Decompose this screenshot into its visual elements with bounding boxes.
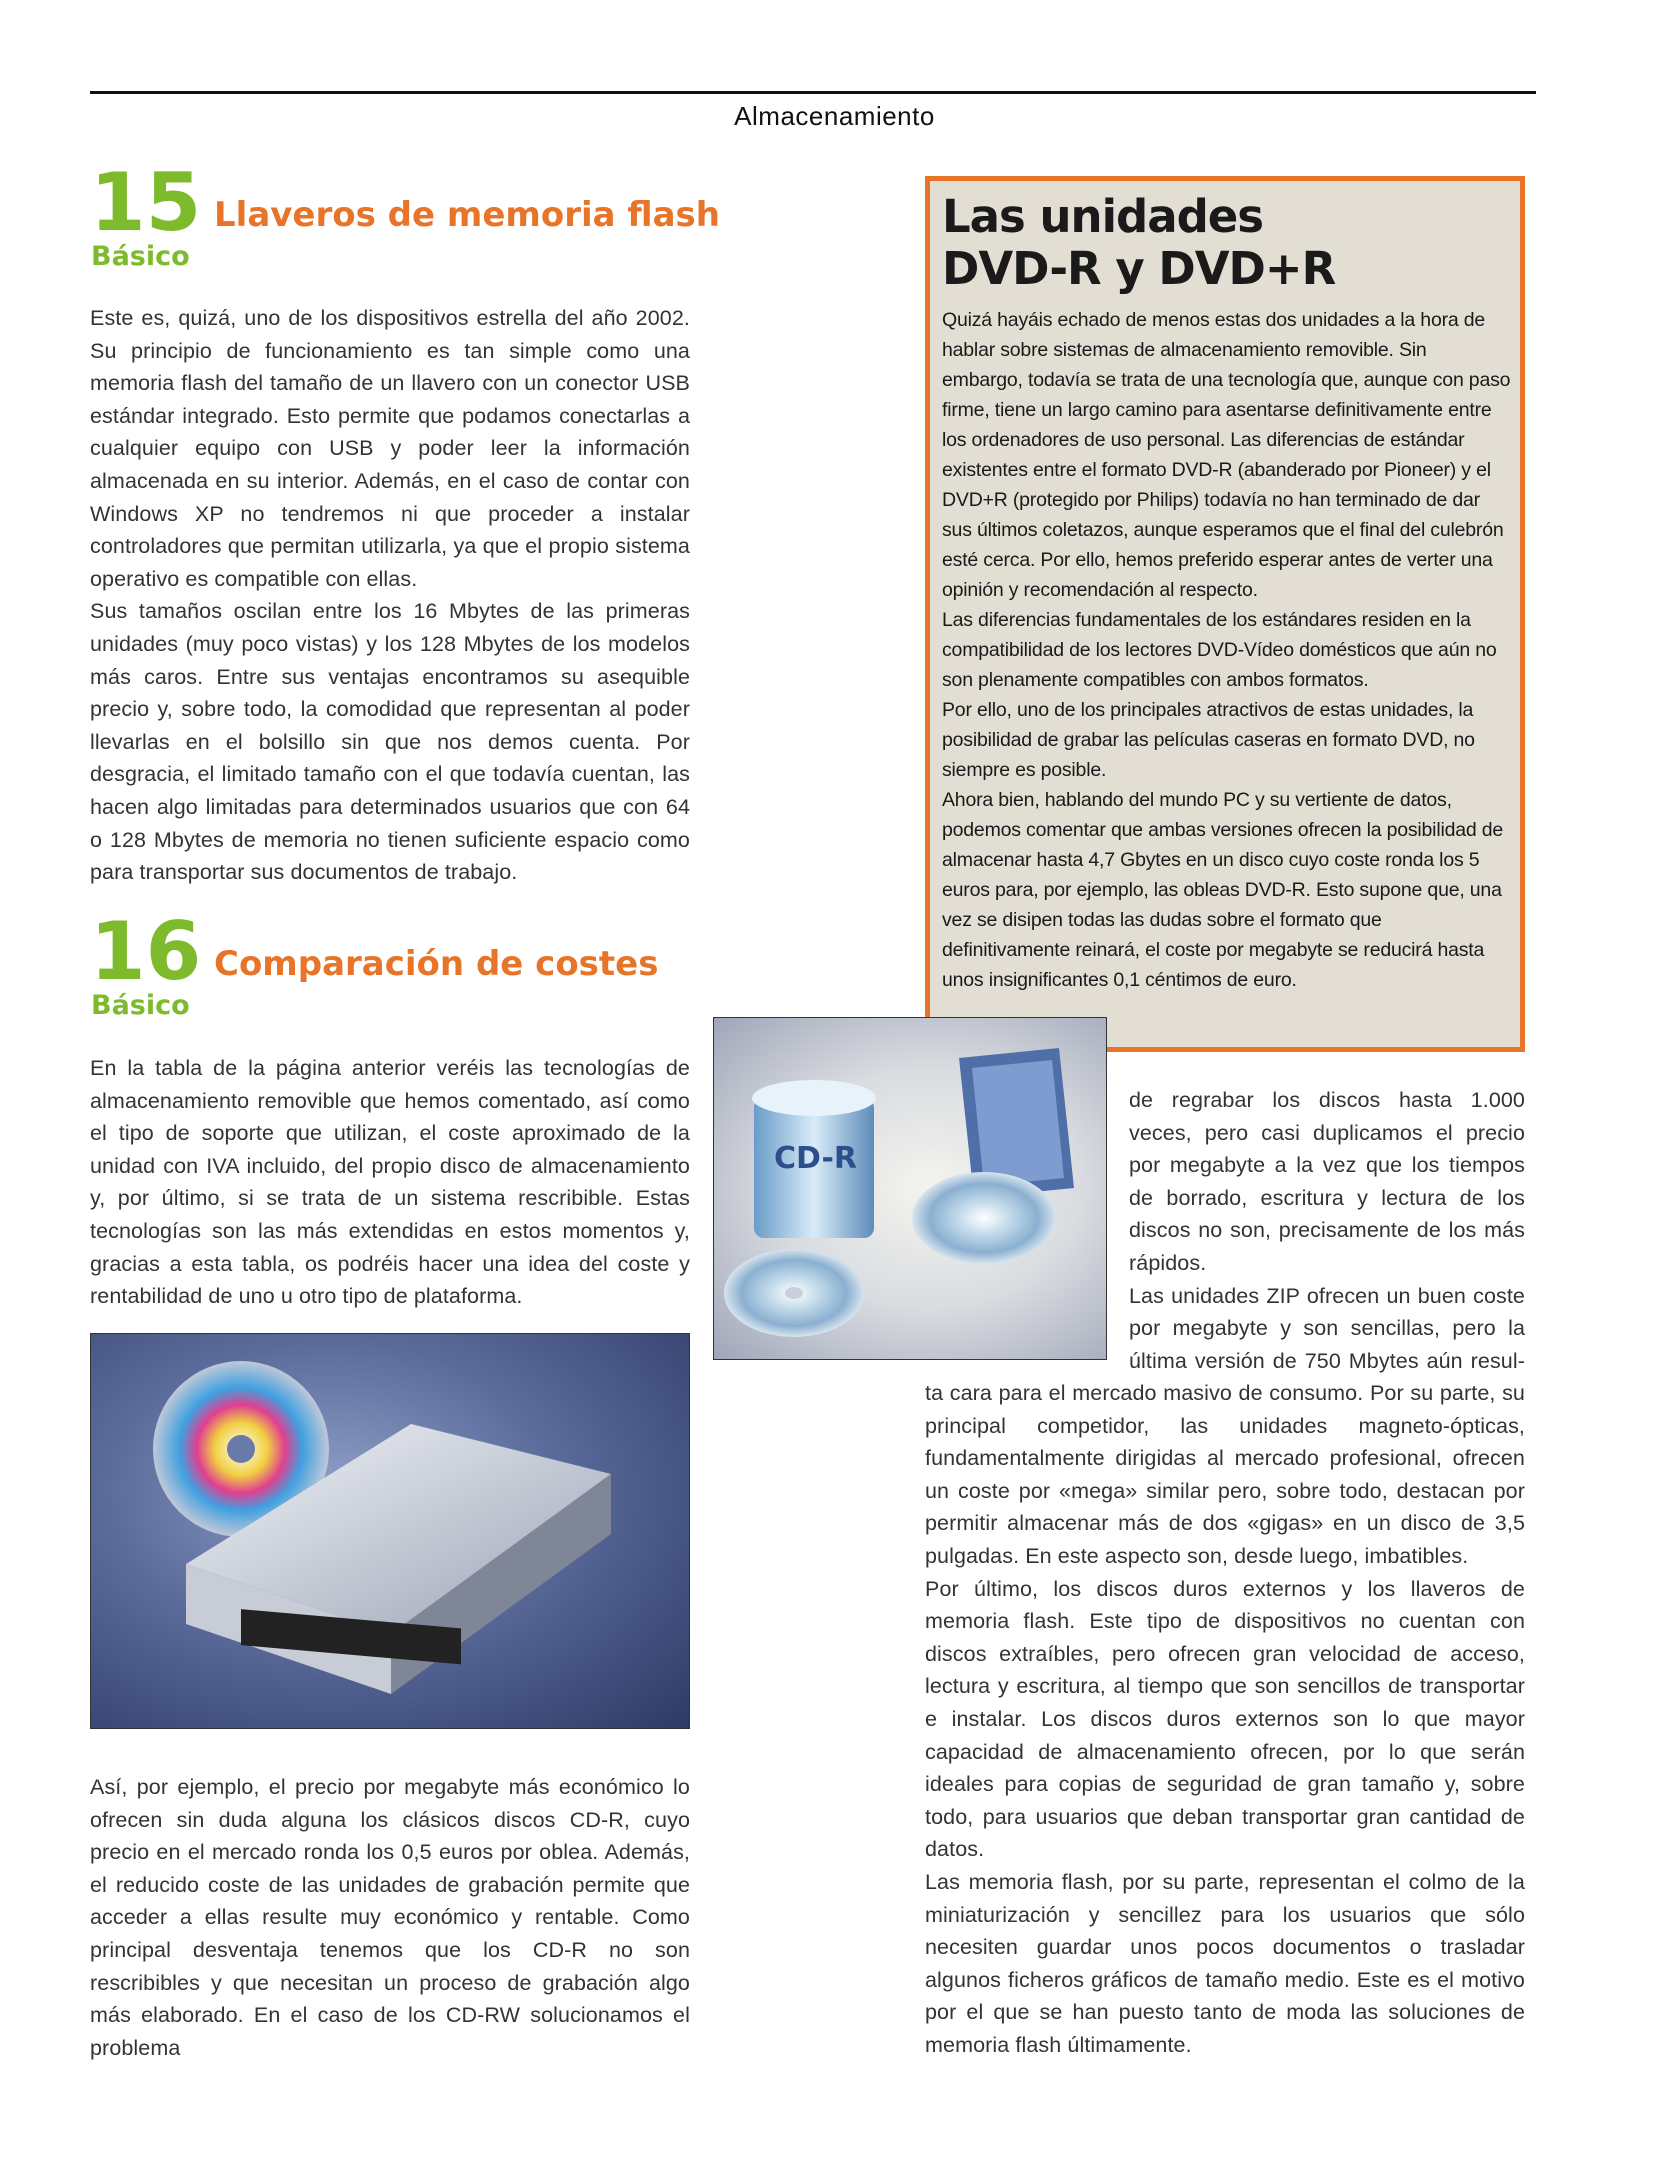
dvd-sidebar (925, 176, 1525, 1052)
sidebar-paragraph: Ahora bien, hablando del mundo PC y su vertiente de datos, podemos comentar que ambas versiones ofrecen la posibilidad de almacenar hasta 4,7 Gbytes en un disco cuyo coste ronda los 5 euros para, por ejemplo, las obleas DVD-R. Esto supone que, una vez se disipen todas las dudas sobre el formato que definitivamente reinará, el coste por megabyte se reducirá hasta unos insignificantes 0,1 céntimos de euro. (942, 789, 1504, 991)
cdr-discs-photo (713, 1017, 1107, 1360)
header-rule (90, 91, 1536, 94)
running-head: Almacenamiento (734, 101, 935, 131)
paragraph: Las memoria flash, por su parte, representan el colmo de la miniaturización y sencillez para los usuarios que sólo necesiten guardar unos pocos documentos o trasladar algunos ficheros gráficos de tamaño medio. Este es el motivo por el que se han puesto tanto de moda las soluciones de memoria flash últimamente. (925, 1869, 1525, 2057)
section-16-continuation: Así, por ejemplo, el precio por megabyte más económico lo ofrecen sin duda alguna los clásicos discos CD-R, cuyo precio en el mercado ronda los 0,5 euros por oblea. Además, el reducido coste de las unidades de grabación permite que acceder a ellas resulte muy económico y rentable. Como principal desventaja tenemos que los CD-R no son rescribibles y que necesitan un proceso de grabación algo más elaborado. En el caso de los CD-RW solucionamos el problema (90, 1775, 690, 2060)
section-15-title: Llaveros de memoria flash (214, 195, 720, 235)
section-16-number: 16 (90, 905, 202, 998)
paragraph: de regrabar los discos hasta 1.000 veces, pero casi duplicamos el precio por megabyte a la vez que los tiempos de borrado, escritura y lectura de los discos no son, precisamente de los más rápidos. (1129, 1088, 1525, 1275)
paragraph: Este es, quizá, uno de los dispositivos estrella del año 2002. Su principio de funcionamiento es tan simple como una memoria flash del tamaño de un llavero con un conector USB estándar integrado. Esto permite que podamos conectarlas a cualquier equipo con USB y poder leer la información almacenada en su interior. Además, en el caso de contar con Windows XP no tendremos ni que proceder a instalar controladores que permitan utilizarla, ya que el propio sistema operativo es compatible con ellas. (90, 306, 690, 591)
section-15-level: Básico (91, 241, 190, 272)
sidebar-paragraph: Por ello, uno de los principales atractivos de estas unidades, la posibilidad de grabar las películas caseras en formato DVD, no siempre es posible. (942, 699, 1475, 781)
section-15-body (90, 302, 690, 889)
right-wrap-text (1129, 1084, 1525, 1377)
right-column-body (925, 1377, 1525, 2061)
paragraph: Las unidades ZIP ofrecen un buen coste por megabyte y son sencillas, pero la última versión de 750 Mbytes aún resul- (1129, 1283, 1525, 1373)
paragraph: Sus tamaños oscilan entre los 16 Mbytes de las primeras unidades (muy poco vistas) y los 128 Mbytes de los modelos más caros. Entre sus ventajas encontramos su asequible precio y, sobre todo, la comodidad que representan al poder llevarlas en el bolsillo sin que nos demos cuenta. Por desgracia, el limitado tamaño con el que todavía cuentan, las hacen algo limitadas para determinados usuarios que con 64 o 128 Mbytes de memoria no tienen suficiente espacio como para transportar sus documentos de trabajo. (90, 599, 690, 885)
section-15-number: 15 (90, 156, 202, 249)
external-drive-photo (90, 1333, 690, 1729)
cdr-label: CD-R (774, 1141, 858, 1176)
sidebar-paragraph: Quizá hayáis echado de menos estas dos unidades a la hora de hablar sobre sistemas de almacenamiento removible. Sin embargo, todavía se trata de una tecnología que, aunque con paso firme, tiene un largo camino para asentarse definitivamente entre los ordenadores de uso personal. Las diferencias de estándar existentes entre el formato DVD-R (abanderado por Pioneer) y el DVD+R (protegido por Philips) todavía no han terminado de dar sus últimos coletazos, aunque esperamos que el final del culebrón esté cerca. Por ello, hemos preferido esperar antes de verter una opinión y recomendación al respecto. (942, 309, 1511, 601)
sidebar-body (942, 305, 1512, 995)
sidebar-title (942, 191, 1522, 295)
section-16-title: Comparación de costes (214, 944, 659, 984)
section-16-body (90, 1052, 690, 1313)
paragraph: En la tabla de la página anterior veréis las tecnologías de almacenamiento removible que hemos comentado, así como el tipo de soporte que utilizan, el coste aproximado de la unidad con IVA incluido, del propio disco de almacenamiento y, por último, si se trata de un sistema rescribible. Estas tecnologías son las más extendidas en estos momentos y, gracias a esta tabla, os podréis hacer una idea del coste y rentabilidad de uno u otro tipo de plataforma. (90, 1056, 690, 1309)
paragraph: Por último, los discos duros externos y los llaveros de memoria flash. Este tipo de dispositivos no cuentan con discos extraíbles, pero ofrecen gran velocidad de acceso, lectura y escritura, al tiempo que son sencillos de transportar e instalar. Los discos duros externos son lo que mayor capacidad de almacenamiento ofrecen, por lo que serán ideales para copias de seguridad de gran tamaño y, sobre todo, para usuarios que deban transportar gran cantidad de datos. (925, 1576, 1525, 1862)
sidebar-paragraph: Las diferencias fundamentales de los estándares residen en la compatibilidad de los lectores DVD-Vídeo domésticos que aún no son plenamente compatibles con ambos formatos. (942, 609, 1497, 691)
sidebar-title-line: DVD-R y DVD+R (942, 242, 1336, 295)
section-16-level: Básico (91, 990, 190, 1021)
paragraph: ta cara para el mercado masivo de consumo. Por su parte, su principal competidor, las unidades magneto-ópticas, fundamentalmente dirigidas al mercado profesional, ofrecen un coste por «mega» similar pero, sobre todo, destacan por permitir almacenar más de dos «gigas» en un disco de 3,5 pulgadas. En este aspecto son, desde luego, imbatibles. (925, 1381, 1525, 1568)
sidebar-title-line: Las unidades (942, 190, 1264, 243)
